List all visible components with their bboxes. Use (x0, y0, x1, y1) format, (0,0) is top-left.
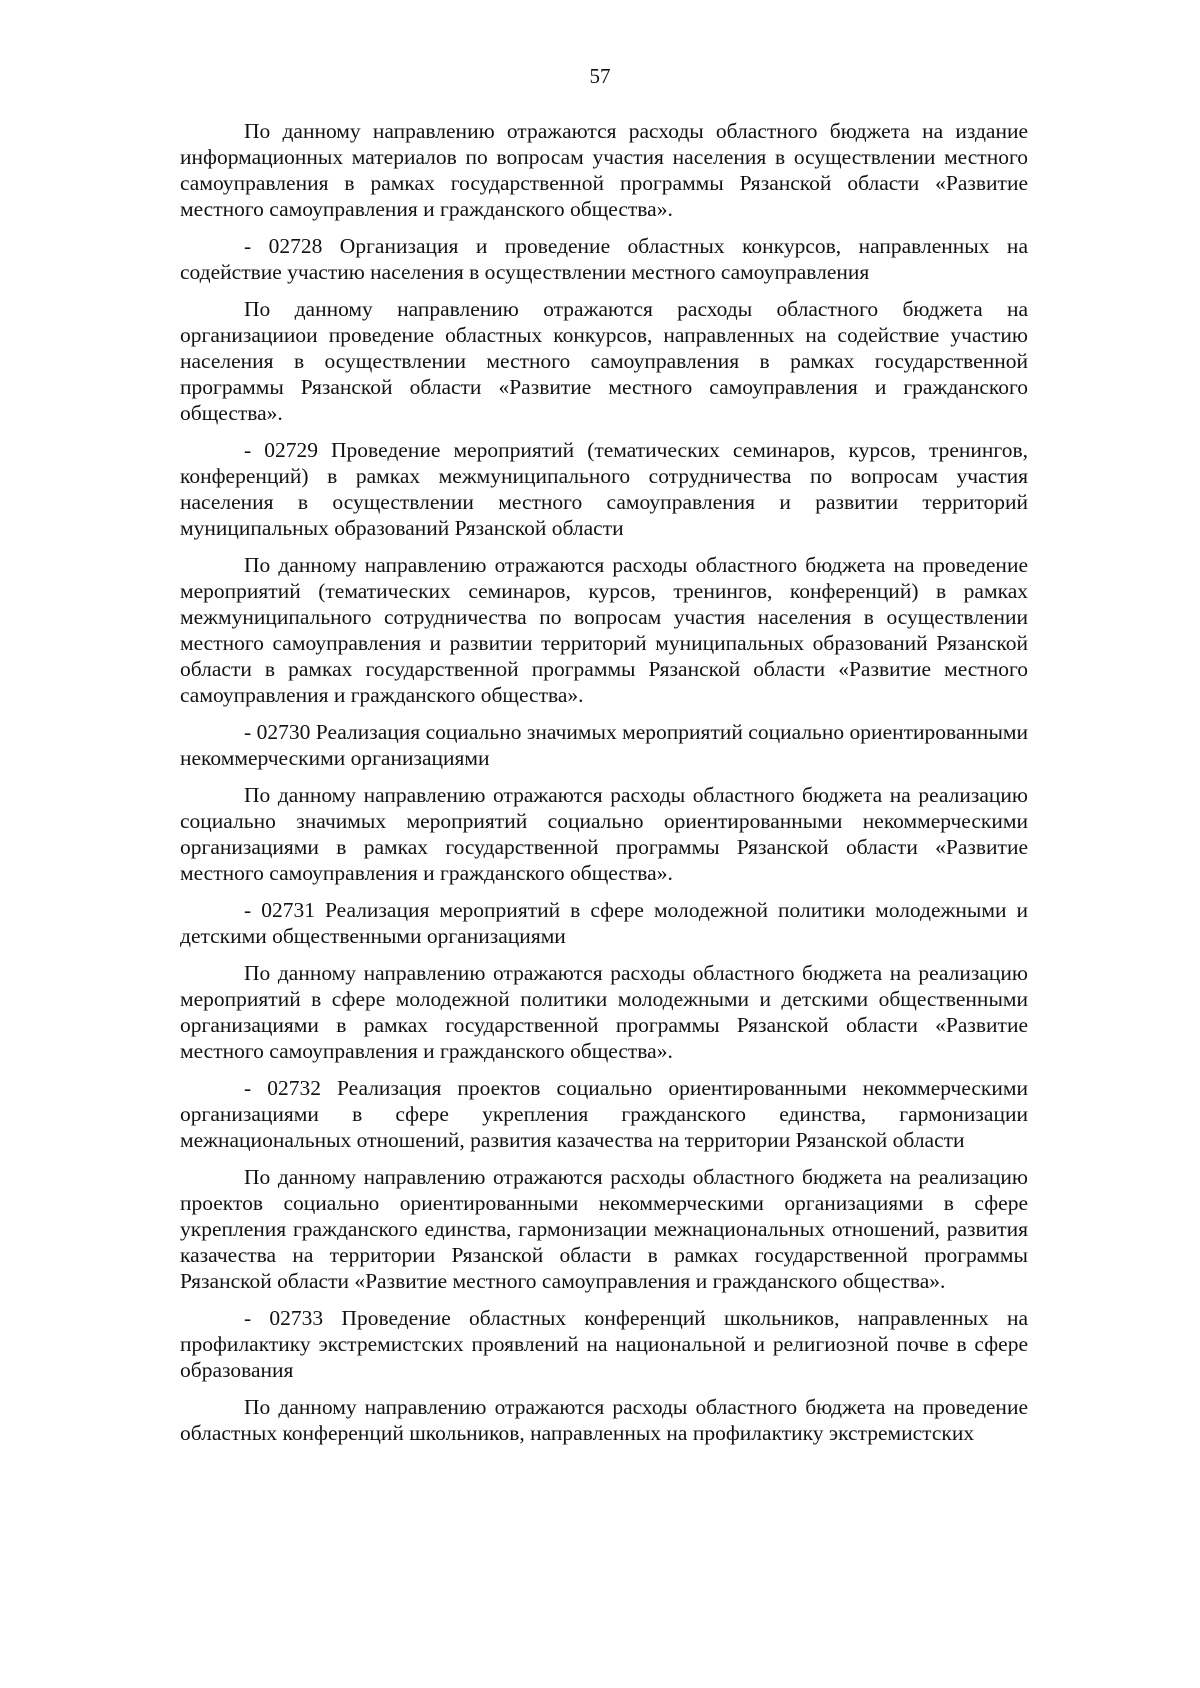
item-02728-heading: - 02728 Организация и проведение областных конкурсов, направленных на содействие участию населения в осуществлении местного самоуправления (180, 234, 1028, 284)
item-02730-heading: - 02730 Реализация социально значимых мероприятий социально ориентированными некоммерческими организациями (180, 720, 1028, 770)
item-02732-heading: - 02732 Реализация проектов социально ориентированными некоммерческими организациями в сфере укрепления гражданского единства, гармонизации межнациональных отношений, развития казачества на территории Рязанской области (180, 1076, 1028, 1152)
paragraph-02728-description: По данному направлению отражаются расходы областного бюджета на организацииои проведение областных конкурсов, направленных на содействие участию населения в осуществлении местного самоуправления в рамках государственной программы Рязанской области «Развитие местного самоуправления и гражданского общества». (180, 297, 1028, 425)
paragraph-02731-description: По данному направлению отражаются расходы областного бюджета на реализацию мероприятий в сфере молодежной политики молодежными и детскими общественными организациями в рамках государственной программы Рязанской области «Развитие местного самоуправления и гражданского общества». (180, 961, 1028, 1063)
paragraph-02733-description: По данному направлению отражаются расходы областного бюджета на проведение областных конференций школьников, направленных на профилактику экстремистских (180, 1395, 1028, 1445)
paragraph-02730-description: По данному направлению отражаются расходы областного бюджета на реализацию социально значимых мероприятий социально ориентированными некоммерческими организациями в рамках государственной программы Рязанской области «Развитие местного самоуправления и гражданского общества». (180, 783, 1028, 885)
item-02731-heading: - 02731 Реализация мероприятий в сфере молодежной политики молодежными и детскими общественными организациями (180, 898, 1028, 948)
paragraph-02727-description: По данному направлению отражаются расходы областного бюджета на издание информационных материалов по вопросам участия населения в осуществлении местного самоуправления в рамках государственной программы Рязанской области «Развитие местного самоуправления и гражданского общества». (180, 119, 1028, 221)
paragraph-02732-description: По данному направлению отражаются расходы областного бюджета на реализацию проектов социально ориентированными некоммерческими организациями в сфере укрепления гражданского единства, гармонизации межнациональных отношений, развития казачества на территории Рязанской области в рамках государственной программы Рязанской области «Развитие местного самоуправления и гражданского общества». (180, 1165, 1028, 1293)
paragraph-02729-description: По данному направлению отражаются расходы областного бюджета на проведение мероприятий (тематических семинаров, курсов, тренингов, конференций) в рамках межмуниципального сотрудничества по вопросам участия населения в осуществлении местного самоуправления и развитии территорий муниципальных образований Рязанской области в рамках государственной программы Рязанской области «Развитие местного самоуправления и гражданского общества». (180, 553, 1028, 707)
item-02729-heading: - 02729 Проведение мероприятий (тематических семинаров, курсов, тренингов, конференций) в рамках межмуниципального сотрудничества по вопросам участия населения в осуществлении местного самоуправления и развитии территорий муниципальных образований Рязанской области (180, 438, 1028, 540)
page-number: 57 (589, 64, 611, 88)
document-body (180, 118, 1028, 1446)
item-02733-heading: - 02733 Проведение областных конференций школьников, направленных на профилактику экстремистских проявлений на национальной и религиозной почве в сфере образования (180, 1306, 1028, 1382)
